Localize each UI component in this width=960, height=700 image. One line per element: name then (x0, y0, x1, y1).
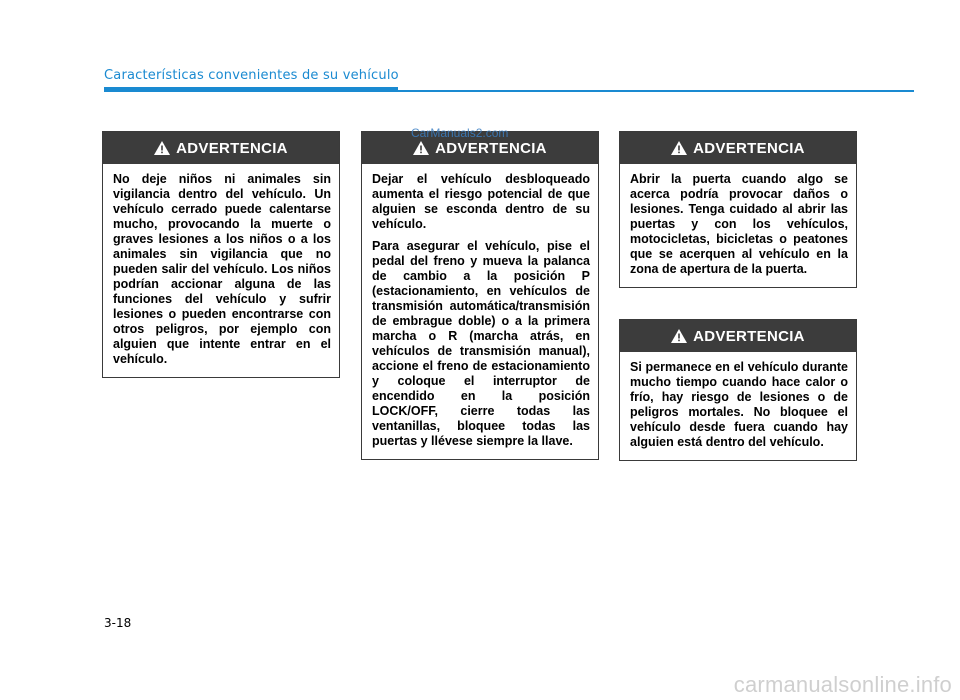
warning-box-door-opening (619, 131, 857, 288)
warning-box-children-animals (102, 131, 340, 378)
warning-triangle-icon (413, 141, 429, 155)
warning-paragraph: No deje niños ni animales sin vigilancia dentro del vehículo. Un vehículo cerrado puede calentarse mucho, provocando la muerte o graves lesiones a los niños o a los animales sin vigilancia que no pueden salir del vehículo. Los niños podrían accionar alguna de las funciones del vehículo y sufrir lesiones o pueden encontrarse con otros peligros, por ejemplo con alguien que intente entrar en el vehículo. (113, 172, 331, 366)
warning-text (620, 352, 856, 460)
warning-header (620, 320, 856, 352)
section-title: Características convenientes de su vehículo (104, 68, 399, 83)
warning-paragraph: Abrir la puerta cuando algo se acerca podría provocar daños o lesiones. Tenga cuidado al abrir las puertas y con los vehículos, motocicletas, bicicletas o peatones que se acerquen al vehículo en la zona de apertura de la puerta. (630, 172, 848, 276)
warning-title: ADVERTENCIA (693, 327, 805, 345)
page-number: 3-18 (104, 616, 132, 630)
warning-text (362, 164, 598, 459)
warning-title: ADVERTENCIA (693, 139, 805, 157)
warning-title: ADVERTENCIA (435, 139, 547, 157)
warning-triangle-icon (671, 141, 687, 155)
warning-box-unlocked-vehicle (361, 131, 599, 460)
header-rule (104, 90, 914, 92)
warning-title: ADVERTENCIA (176, 139, 288, 157)
warning-triangle-icon (154, 141, 170, 155)
warning-paragraph: Para asegurar el vehículo, pise el pedal del freno y mueva la palanca de cambio a la posición P (estacionamiento, en vehículos de transmisión automática/transmisión de embrague doble) o a la primera marcha o R (marcha atrás, en vehículos de transmisión manual), accione el freno de estacionamiento y coloque el interruptor de encendido en la posición LOCK/OFF, cierre todas las ventanillas, bloquee todas las puertas y llévese siempre la llave. (372, 239, 590, 448)
watermark-footer: carmanualsonline.info (733, 672, 952, 697)
warning-header (103, 132, 339, 164)
warning-text (620, 164, 856, 287)
warning-paragraph: Dejar el vehículo desbloqueado aumenta el riesgo potencial de que alguien se esconda dentro de su vehículo. (372, 172, 590, 231)
watermark-link[interactable]: CarManuals2.com (411, 126, 509, 140)
warning-text (103, 164, 339, 377)
warning-box-temperature (619, 319, 857, 461)
warning-triangle-icon (671, 329, 687, 343)
warning-paragraph: Si permanece en el vehículo durante mucho tiempo cuando hace calor o frío, hay riesgo de lesiones o de peligros mortales. No bloquee el vehículo desde fuera cuando hay alguien está dentro del vehículo. (630, 360, 848, 449)
warning-header (620, 132, 856, 164)
